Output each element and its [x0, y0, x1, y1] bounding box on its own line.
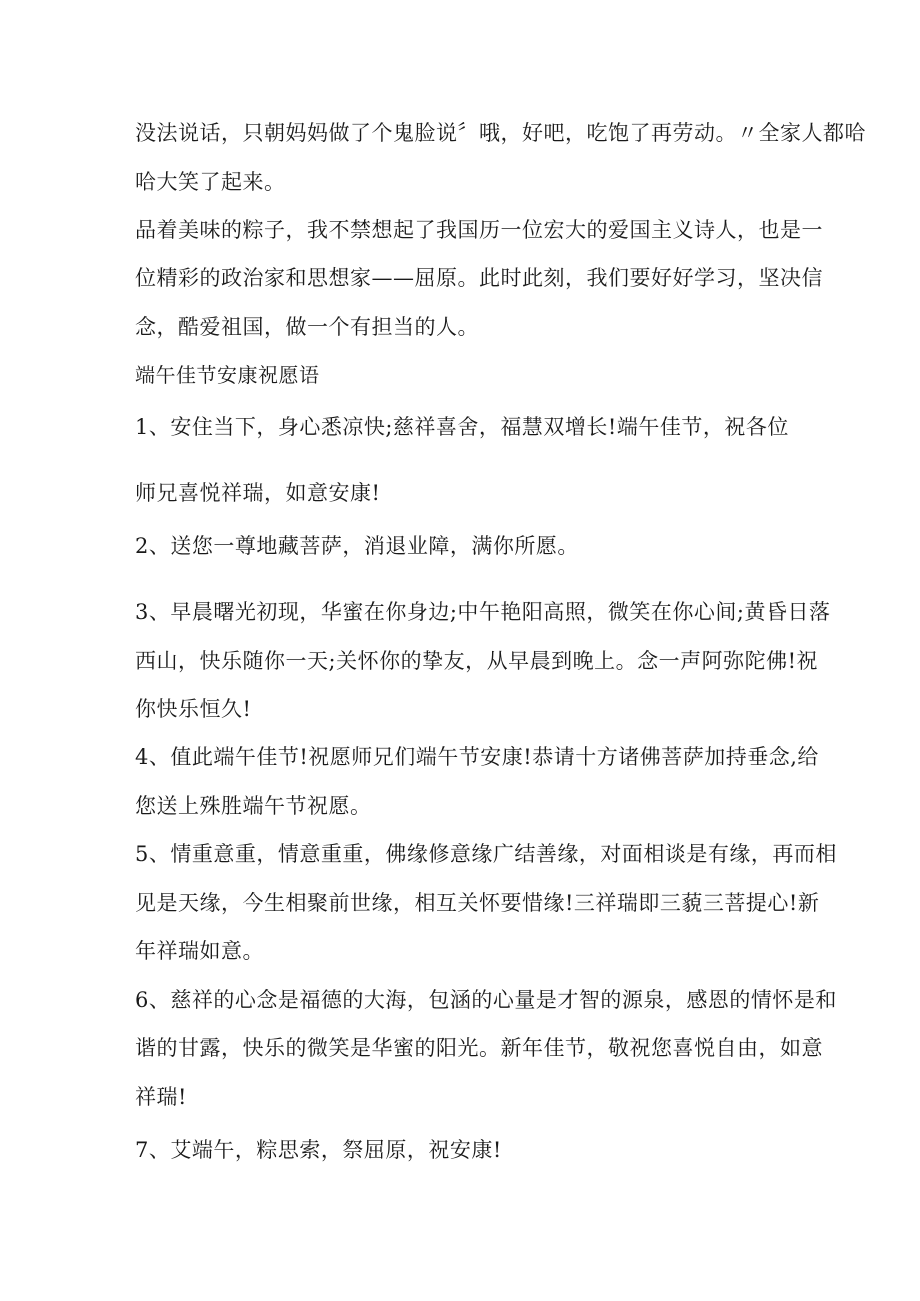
list-item-1-line: 1、安住当下，身心悉凉快;慈祥喜舍，福慧双增长!端午佳节，祝各位 — [135, 415, 789, 439]
list-item-5-line: 见是天缘，今生相聚前世缘，相互关怀要惜缘!三祥瑞即三藐三菩提心!新 — [135, 891, 820, 915]
list-item-5-line: 5、情重意重，情意重重，佛缘修意缘广结善缘，对面相谈是有缘，再而相 — [135, 842, 837, 866]
list-item-6-line: 祥瑞! — [135, 1085, 187, 1109]
list-item-2-line: 2、送您一尊地藏菩萨，消退业障，满你所愿。 — [135, 534, 579, 558]
paragraph-line: 念，酷爱祖国，做一个有担当的人。 — [135, 315, 479, 339]
list-item-6-line: 6、慈祥的心念是福德的大海，包涵的心量是才智的源泉，感恩的情怀是和 — [135, 988, 837, 1012]
paragraph-line: 哈大笑了起来。 — [135, 170, 286, 194]
section-heading: 端午佳节安康祝愿语 — [135, 363, 320, 387]
list-item-3-line: 西山，快乐随你一天;关怀你的挚友，从早晨到晚上。念一声阿弥陀佛!祝 — [135, 649, 819, 673]
list-item-7-line: 7、艾端午，粽思索，祭屈原，祝安康! — [135, 1138, 502, 1162]
list-item-4-line: 4、值此端午佳节!祝愿师兄们端午节安康!恭请十方诸佛菩萨加持垂念,给 — [135, 745, 819, 769]
list-item-3-line: 3、早晨曙光初现，华蜜在你身边;中午艳阳高照，微笑在你心间;黄昏日落 — [135, 600, 831, 624]
list-item-1-line: 师兄喜悦祥瑞，如意安康! — [135, 481, 381, 505]
list-item-4-line: 您送上殊胜端午节祝愿。 — [135, 794, 372, 818]
paragraph-line: 位精彩的政治家和思想家——屈原。此时此刻，我们要好好学习，坚决信 — [135, 266, 823, 290]
paragraph-line: 品着美味的粽子，我不禁想起了我国历一位宏大的爱国主义诗人，也是一 — [135, 218, 823, 242]
paragraph-line: 没法说话，只朝妈妈做了个鬼脸说〞哦，好吧，吃饱了再劳动。〃全家人都哈 — [135, 121, 866, 145]
list-item-3-line: 你快乐恒久! — [135, 697, 252, 721]
list-item-6-line: 谐的甘露，快乐的微笑是华蜜的阳光。新年佳节，敬祝您喜悦自由，如意 — [135, 1036, 823, 1060]
list-item-5-line: 年祥瑞如意。 — [135, 939, 264, 963]
